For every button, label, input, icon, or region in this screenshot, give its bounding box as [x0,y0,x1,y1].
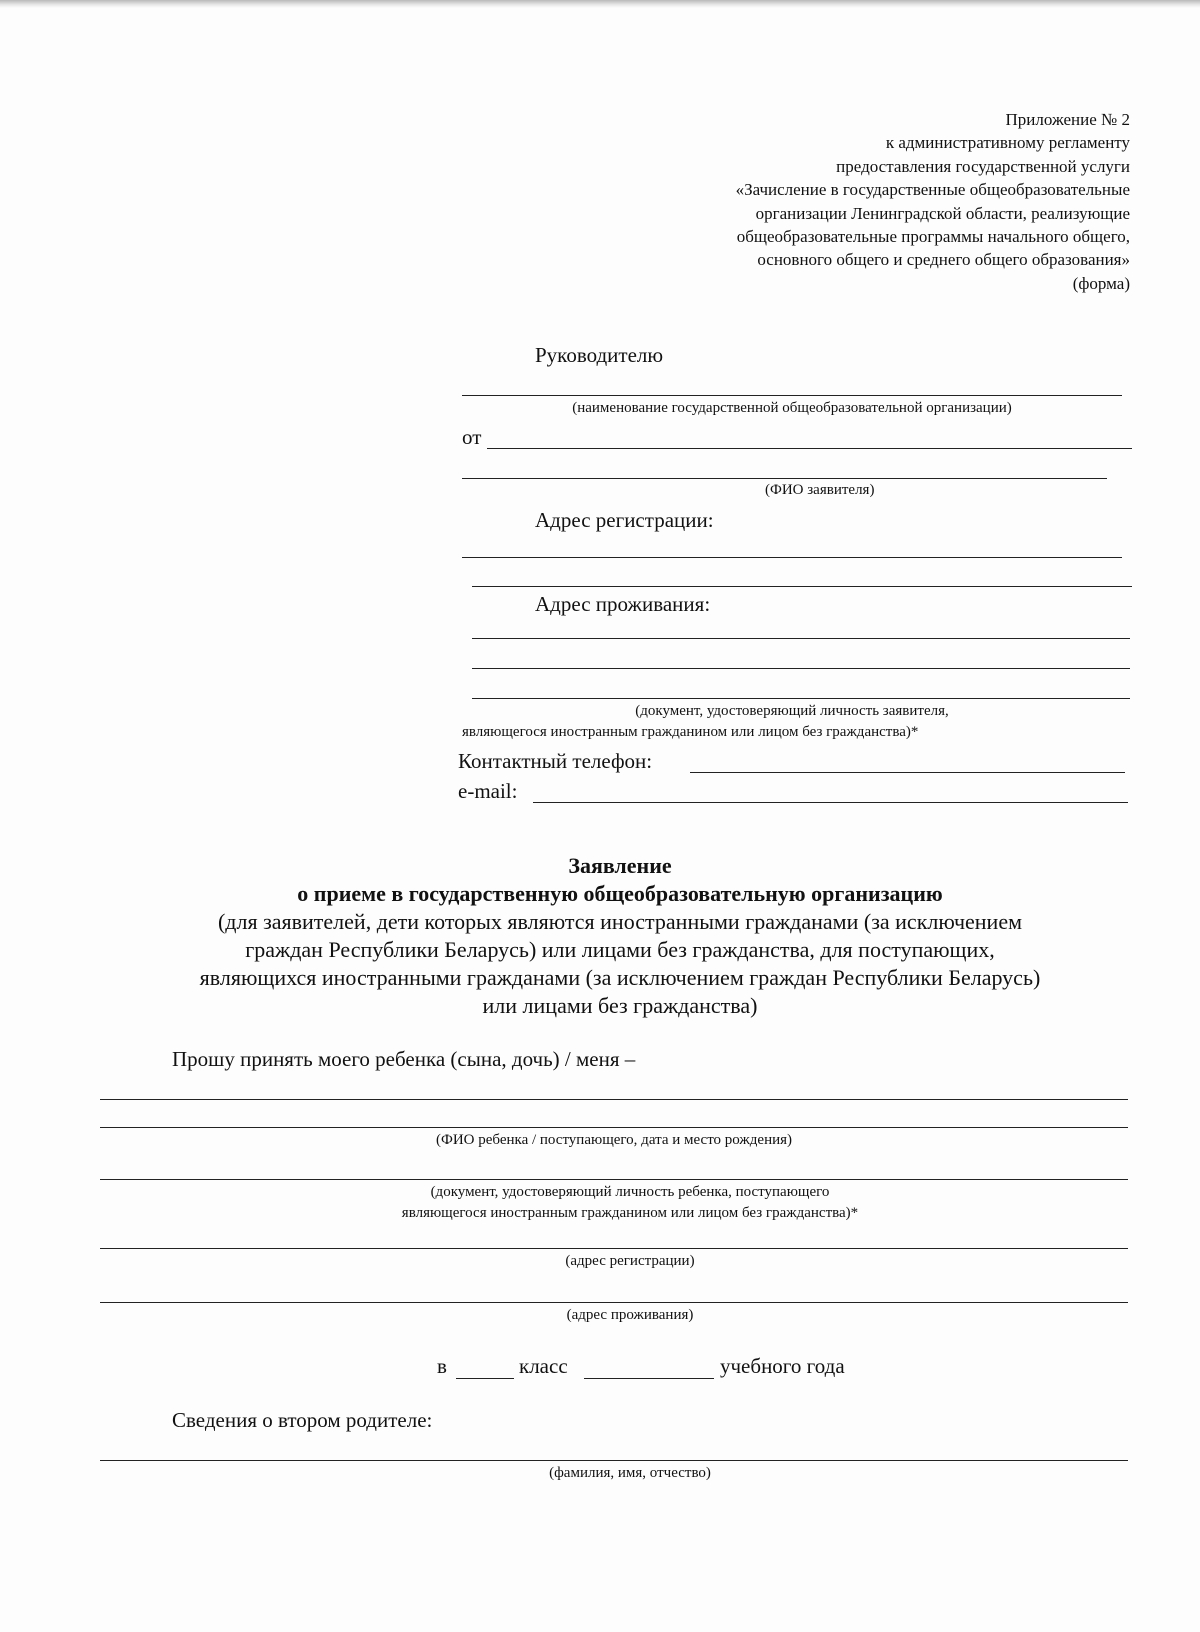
child-field-1[interactable] [100,1099,1128,1100]
child-document-field[interactable] [100,1179,1128,1180]
second-parent-field[interactable] [100,1460,1128,1461]
reg-address-label: Адрес регистрации: [535,508,714,532]
live-caption: (адрес проживания) [566,1307,694,1323]
year-label: учебного года [720,1354,845,1378]
appendix-line: Приложение № 2 [1005,110,1130,129]
title-line: или лицами без гражданства) [482,993,758,1018]
request-text: Прошу принять моего ребенка (сына, дочь) / меня – [172,1047,636,1071]
live-address-field-2[interactable] [472,668,1130,669]
appendix-line: предоставления государственной услуги [836,156,1130,176]
child-live-address-field[interactable] [100,1302,1128,1303]
in-label: в [437,1354,447,1378]
from-label: от [462,425,482,449]
title-line: (для заявителей, дети которых являются иностранными гражданами (за исключением [217,909,1023,934]
second-parent-caption: (фамилия, имя, отчество) [549,1465,711,1481]
scan-edge [0,0,1200,8]
doc-caption-line2: являющегося иностранным гражданином или лицом без гражданства)* [462,724,919,740]
school-year-field[interactable] [584,1378,714,1379]
live-address-label: Адрес проживания: [535,592,711,616]
second-parent-label: Сведения о втором родителе: [172,1408,433,1432]
reg-address-field-1[interactable] [462,557,1122,558]
reg-address-field-2[interactable] [472,586,1132,587]
child-doc-caption-line2: являющегося иностранным гражданином или лицом без гражданства)* [401,1205,859,1221]
child-caption: (ФИО ребенка / поступающего, дата и место рождения) [435,1132,793,1148]
appendix-block [570,108,1130,295]
fio-caption: (ФИО заявителя) [765,482,875,498]
fio-field[interactable] [462,478,1107,479]
org-name-field[interactable] [462,395,1122,396]
appendix-line: к административному регламенту [885,133,1130,153]
title-line: являющихся иностранными гражданами (за исключением граждан Республики Беларусь) [199,965,1041,990]
live-address-field-1[interactable] [472,638,1130,639]
appendix-line: общеобразовательные программы начального общего, [736,227,1130,247]
title-line: граждан Республики Беларусь) или лицами без гражданства, для поступающих, [245,937,995,962]
to-head-label: Руководителю [535,343,664,367]
child-doc-caption-line1: (документ, удостоверяющий личность ребенка, поступающего [430,1184,830,1200]
id-document-field[interactable] [472,698,1130,699]
child-field-2[interactable] [100,1127,1128,1128]
appendix-line: организации Ленинградской области, реализующие [755,203,1130,223]
phone-label: Контактный телефон: [458,749,653,773]
child-reg-address-field[interactable] [100,1248,1128,1249]
org-caption: (наименование государственной общеобразовательной организации) [572,400,1012,416]
email-field[interactable] [533,802,1128,803]
class-number-field[interactable] [456,1378,514,1379]
appendix-line: основного общего и среднего общего образования» [757,250,1130,270]
doc-caption-line1: (документ, удостоверяющий личность заявителя, [635,703,949,719]
appendix-line: (форма) [1072,273,1130,293]
title-line: о приеме в государственную общеобразовательную организацию [297,881,943,906]
statement-title [60,852,1180,1020]
class-label: класс [519,1354,568,1378]
email-label: e-mail: [458,779,518,803]
appendix-line: «Зачисление в государственные общеобразовательные [735,180,1130,200]
from-field[interactable] [487,448,1132,449]
phone-field[interactable] [690,772,1125,773]
reg-caption: (адрес регистрации) [565,1253,695,1269]
title-line: Заявление [568,853,672,878]
